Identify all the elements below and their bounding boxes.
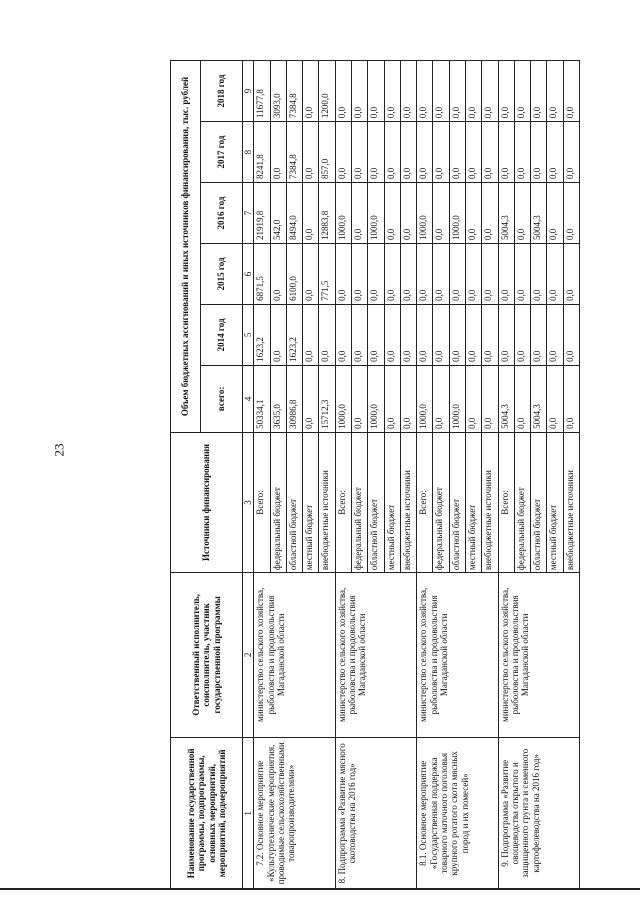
amount-cell: 0,0 [466, 304, 482, 365]
amount-cell: 1623,2 [254, 304, 270, 365]
amount-cell: 0,0 [563, 304, 579, 365]
amount-cell: 0,0 [400, 304, 416, 365]
column-number: 3 [243, 432, 254, 572]
amount-cell: 0,0 [514, 61, 530, 122]
column-number: 8 [243, 122, 254, 183]
amount-cell: 0,0 [466, 365, 482, 432]
amount-cell: 0,0 [384, 183, 400, 244]
amount-cell: 0,0 [547, 122, 563, 183]
header-funding-source: Источники финансирования [171, 432, 243, 572]
amount-cell: 0,0 [482, 122, 498, 183]
funding-source-cell: федеральный бюджет [514, 432, 530, 572]
column-number: 2 [243, 573, 254, 738]
column-number: 4 [243, 365, 254, 432]
amount-cell: 0,0 [433, 122, 449, 183]
amount-cell: 0,0 [531, 304, 547, 365]
table-body [254, 61, 580, 890]
amount-cell: 0,0 [514, 183, 530, 244]
header-year-2014: 2014 год [201, 304, 243, 365]
funding-source-cell: местный бюджет [466, 432, 482, 572]
table-row [417, 61, 433, 890]
amount-cell: 0,0 [466, 122, 482, 183]
amount-cell: 0,0 [563, 365, 579, 432]
amount-cell: 0,0 [449, 304, 465, 365]
amount-cell: 6100,0 [286, 243, 302, 304]
amount-cell: 0,0 [303, 365, 319, 432]
amount-cell: 15712,3 [319, 365, 335, 432]
amount-cell: 1000,0 [449, 183, 465, 244]
amount-cell: 0,0 [335, 61, 351, 122]
amount-cell: 0,0 [417, 122, 433, 183]
amount-cell: 0,0 [498, 243, 514, 304]
amount-cell: 1000,0 [368, 365, 384, 432]
amount-cell: 0,0 [433, 183, 449, 244]
header-total: всего: [201, 365, 243, 432]
amount-cell: 0,0 [400, 122, 416, 183]
amount-cell: 0,0 [384, 365, 400, 432]
amount-cell: 0,0 [531, 61, 547, 122]
amount-cell: 1000,0 [449, 365, 465, 432]
amount-cell: 12883,8 [319, 183, 335, 244]
amount-cell: 50334,1 [254, 365, 270, 432]
amount-cell: 1000,0 [335, 365, 351, 432]
funding-source-cell: федеральный бюджет [433, 432, 449, 572]
header-year-2015: 2015 год [201, 243, 243, 304]
funding-source-cell: внебюджетные источники [563, 432, 579, 572]
program-name-cell: 8. Подпрограмма «Развитие мясного скотоводства на 2016 год» [335, 737, 416, 889]
column-number: 9 [243, 61, 254, 122]
amount-cell: 0,0 [352, 61, 368, 122]
program-name-cell: 7.2. Основное мероприятие «Культуртехнические мероприятия, проводимые сельскохозяйственными товаропроизводителями» [254, 737, 335, 889]
column-number: 5 [243, 304, 254, 365]
amount-cell: 0,0 [352, 365, 368, 432]
amount-cell: 0,0 [449, 243, 465, 304]
header-year-2018: 2018 год [201, 61, 243, 122]
executor-cell: министерство сельского хозяйства, рыболовства и продовольствия Магаданской области [335, 573, 416, 738]
amount-cell: 0,0 [482, 365, 498, 432]
funding-source-cell: областной бюджет [286, 432, 302, 572]
funding-source-cell: Всего: [498, 432, 514, 572]
column-number: 6 [243, 243, 254, 304]
amount-cell: 0,0 [514, 304, 530, 365]
funding-source-cell: внебюджетные источники [400, 432, 416, 572]
funding-source-cell: местный бюджет [384, 432, 400, 572]
amount-cell: 0,0 [531, 122, 547, 183]
amount-cell: 0,0 [433, 365, 449, 432]
amount-cell: 0,0 [417, 243, 433, 304]
executor-cell: министерство сельского хозяйства, рыболовства и продовольствия Магаданской области [417, 573, 498, 738]
amount-cell: 0,0 [514, 365, 530, 432]
amount-cell: 0,0 [466, 183, 482, 244]
amount-cell: 1623,2 [286, 304, 302, 365]
amount-cell: 0,0 [498, 122, 514, 183]
funding-source-cell: областной бюджет [531, 432, 547, 572]
funding-source-cell: внебюджетные источники [482, 432, 498, 572]
amount-cell: 0,0 [303, 122, 319, 183]
amount-cell: 0,0 [352, 122, 368, 183]
amount-cell: 0,0 [482, 304, 498, 365]
amount-cell: 0,0 [270, 304, 286, 365]
amount-cell: 0,0 [400, 183, 416, 244]
amount-cell: 0,0 [466, 61, 482, 122]
amount-cell: 0,0 [547, 243, 563, 304]
amount-cell: 0,0 [563, 122, 579, 183]
amount-cell: 0,0 [498, 61, 514, 122]
amount-cell: 0,0 [400, 365, 416, 432]
amount-cell: 0,0 [531, 243, 547, 304]
column-number: 7 [243, 183, 254, 244]
funding-source-cell: местный бюджет [303, 432, 319, 572]
page-number-container [51, 0, 67, 905]
table-rotated-wrapper [170, 60, 580, 890]
amount-cell: 0,0 [400, 243, 416, 304]
amount-cell: 8494,0 [286, 183, 302, 244]
amount-cell: 0,0 [482, 183, 498, 244]
header-funding-group: Объем бюджетных ассигнований и иных источников финансирования, тыс. рублей [171, 61, 201, 433]
amount-cell: 7384,8 [286, 61, 302, 122]
amount-cell: 21919,8 [254, 183, 270, 244]
amount-cell: 7384,8 [286, 122, 302, 183]
amount-cell: 0,0 [449, 122, 465, 183]
header-executor: Ответственный исполнитель, соисполнитель, участник государственной программы [171, 573, 243, 738]
amount-cell: 0,0 [482, 61, 498, 122]
amount-cell: 0,0 [384, 122, 400, 183]
amount-cell: 0,0 [514, 243, 530, 304]
funding-source-cell: областной бюджет [368, 432, 384, 572]
bottom-rule [0, 888, 640, 890]
executor-cell: министерство сельского хозяйства, рыболовства и продовольствия Магаданской области [254, 573, 335, 738]
amount-cell: 1000,0 [368, 183, 384, 244]
amount-cell: 0,0 [384, 304, 400, 365]
amount-cell: 0,0 [303, 304, 319, 365]
header-program-name: Наименование государственной программы, подпрограммы, основных мероприятий, мероприятий, подмероприятий [171, 737, 243, 889]
amount-cell: 0,0 [417, 61, 433, 122]
funding-source-cell: федеральный бюджет [352, 432, 368, 572]
amount-cell: 0,0 [400, 61, 416, 122]
amount-cell: 0,0 [417, 304, 433, 365]
amount-cell: 0,0 [547, 365, 563, 432]
amount-cell: 3635,0 [270, 365, 286, 432]
funding-source-cell: внебюджетные источники [319, 432, 335, 572]
amount-cell: 0,0 [433, 304, 449, 365]
funding-source-cell: федеральный бюджет [270, 432, 286, 572]
amount-cell: 0,0 [433, 61, 449, 122]
amount-cell: 0,0 [303, 183, 319, 244]
amount-cell: 0,0 [449, 61, 465, 122]
amount-cell: 0,0 [335, 243, 351, 304]
amount-cell: 0,0 [368, 61, 384, 122]
amount-cell: 0,0 [335, 122, 351, 183]
amount-cell: 0,0 [335, 304, 351, 365]
amount-cell: 0,0 [547, 304, 563, 365]
amount-cell: 5004,3 [498, 365, 514, 432]
amount-cell: 0,0 [433, 243, 449, 304]
table-row [335, 61, 351, 890]
column-number-row [243, 61, 254, 890]
amount-cell: 1000,0 [417, 365, 433, 432]
amount-cell: 5004,3 [531, 365, 547, 432]
executor-cell: министерство сельского хозяйства, рыболовства и продовольствия Магаданской области [498, 573, 579, 738]
amount-cell: 0,0 [319, 304, 335, 365]
table-row [498, 61, 514, 890]
amount-cell: 0,0 [547, 183, 563, 244]
amount-cell: 8241,8 [254, 122, 270, 183]
amount-cell: 1000,0 [335, 183, 351, 244]
column-number: 1 [243, 737, 254, 889]
amount-cell: 0,0 [352, 243, 368, 304]
amount-cell: 771,5 [319, 243, 335, 304]
program-name-cell: 9. Подпрограмма «Развитие овощеводства открытого и защищенного грунта и семенного картофелеводства на 2016 год» [498, 737, 579, 889]
amount-cell: 0,0 [514, 122, 530, 183]
program-name-cell: 8.1. Основное мероприятие «Государственная поддержка товарного маточного поголовья крупного рогатого скота мясных пород и их помесей» [417, 737, 498, 889]
amount-cell: 1000,0 [417, 183, 433, 244]
amount-cell: 0,0 [352, 304, 368, 365]
amount-cell: 0,0 [303, 243, 319, 304]
funding-source-cell: Всего: [335, 432, 351, 572]
amount-cell: 0,0 [270, 122, 286, 183]
amount-cell: 0,0 [352, 183, 368, 244]
table-row [254, 61, 270, 890]
amount-cell: 0,0 [368, 122, 384, 183]
amount-cell: 5004,3 [531, 183, 547, 244]
header-year-2016: 2016 год [201, 183, 243, 244]
amount-cell: 0,0 [368, 243, 384, 304]
amount-cell: 0,0 [368, 304, 384, 365]
amount-cell: 30986,8 [286, 365, 302, 432]
amount-cell: 542,0 [270, 183, 286, 244]
amount-cell: 1200,0 [319, 61, 335, 122]
amount-cell: 0,0 [303, 61, 319, 122]
funding-source-cell: областной бюджет [449, 432, 465, 572]
amount-cell: 11677,8 [254, 61, 270, 122]
header-year-2017: 2017 год [201, 122, 243, 183]
page-number: 23 [51, 443, 67, 457]
amount-cell: 0,0 [563, 183, 579, 244]
amount-cell: 0,0 [384, 61, 400, 122]
amount-cell: 857,0 [319, 122, 335, 183]
amount-cell: 6871,5 [254, 243, 270, 304]
amount-cell: 0,0 [547, 61, 563, 122]
budget-table [170, 60, 580, 890]
amount-cell: 0,0 [482, 243, 498, 304]
amount-cell: 0,0 [384, 243, 400, 304]
funding-source-cell: Всего: [254, 432, 270, 572]
amount-cell: 0,0 [563, 243, 579, 304]
amount-cell: 0,0 [498, 304, 514, 365]
amount-cell: 3093,0 [270, 61, 286, 122]
amount-cell: 0,0 [466, 243, 482, 304]
funding-source-cell: Всего: [417, 432, 433, 572]
amount-cell: 0,0 [563, 61, 579, 122]
amount-cell: 5004,3 [498, 183, 514, 244]
amount-cell: 0,0 [270, 243, 286, 304]
funding-source-cell: местный бюджет [547, 432, 563, 572]
